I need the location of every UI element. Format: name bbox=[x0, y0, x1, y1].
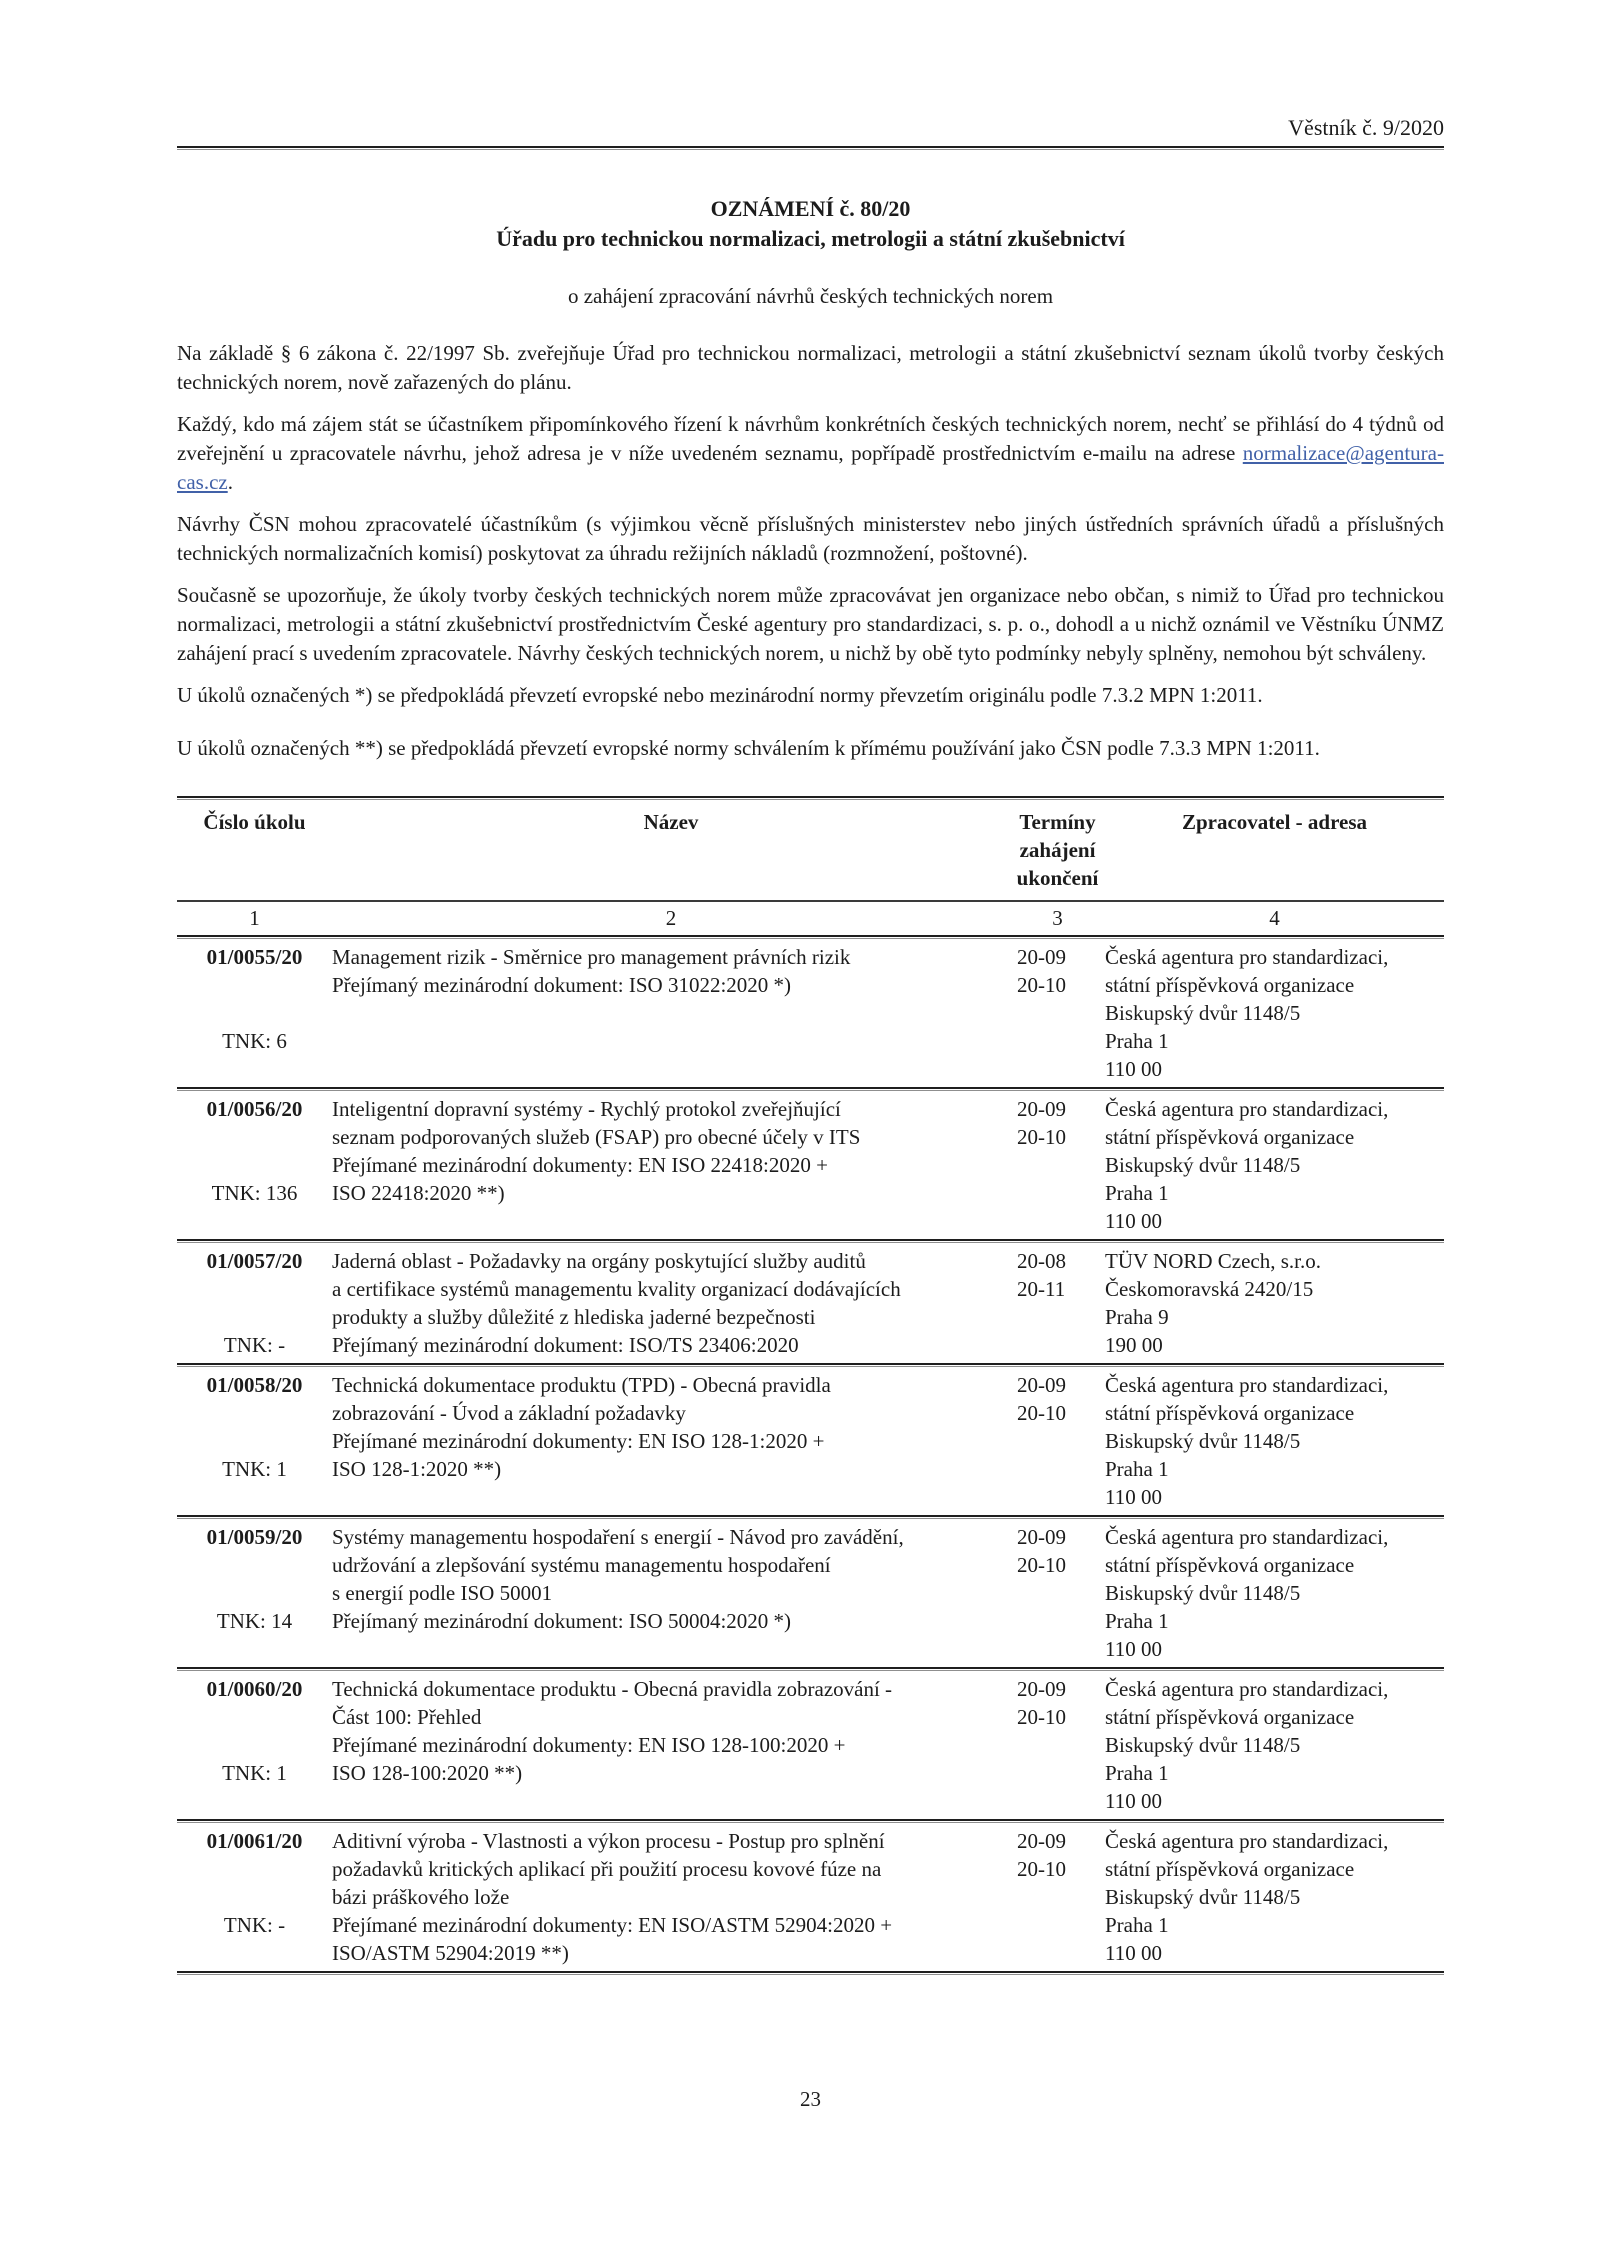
name-line: udržování a zlepšování systému managementu hospodaření bbox=[332, 1553, 831, 1577]
term-date: 20-10 bbox=[1017, 1125, 1066, 1149]
name-line: Přejímané mezinárodní dokumenty: EN ISO 128-100:2020 + bbox=[332, 1733, 846, 1757]
address-line: Praha 1 bbox=[1105, 1609, 1169, 1633]
journal-header bbox=[177, 0, 1444, 142]
address-cell bbox=[1105, 1371, 1444, 1511]
address-line: 110 00 bbox=[1105, 1789, 1162, 1813]
col-header-terminy-line1: Termíny bbox=[1019, 810, 1096, 834]
tnk-label: TNK: 136 bbox=[211, 1181, 298, 1205]
term-date: 20-09 bbox=[1017, 1373, 1066, 1397]
address-line: 110 00 bbox=[1105, 1637, 1162, 1661]
name-line: Část 100: Přehled bbox=[332, 1705, 482, 1729]
col-header-terminy-line3: ukončení bbox=[1016, 866, 1099, 890]
paragraph-double-asterisk-note: U úkolů označených **) se předpokládá převzetí evropské normy schválením k přímému používání jako ČSN podle 7.3.3 MPN 1:2011. bbox=[177, 736, 1320, 760]
task-number: 01/0060/20 bbox=[206, 1677, 303, 1701]
terms-cell bbox=[1010, 1247, 1105, 1359]
term-date: 20-10 bbox=[1017, 1553, 1066, 1577]
address-line: Česká agentura pro standardizaci, bbox=[1105, 1525, 1389, 1549]
address-line: Česká agentura pro standardizaci, bbox=[1105, 1829, 1389, 1853]
paragraph-participation-period: . bbox=[227, 470, 233, 494]
term-date: 20-10 bbox=[1017, 1857, 1066, 1881]
address-line: státní příspěvková organizace bbox=[1105, 973, 1355, 997]
address-line: Praha 1 bbox=[1105, 1457, 1169, 1481]
col-header-terminy-line2: zahájení bbox=[1019, 838, 1096, 862]
table-row bbox=[177, 1367, 1444, 1515]
address-line: Praha 9 bbox=[1105, 1305, 1169, 1329]
terms-cell bbox=[1010, 1675, 1105, 1815]
term-date: 20-09 bbox=[1017, 1677, 1066, 1701]
paragraph-single-asterisk-note: U úkolů označených *) se předpokládá převzetí evropské nebo mezinárodní normy převzetím originálu podle 7.3.2 MPN 1:2011. bbox=[177, 683, 1263, 707]
tnk-label: TNK: 14 bbox=[216, 1609, 293, 1633]
address-cell bbox=[1105, 1675, 1444, 1815]
table-row bbox=[177, 939, 1444, 1087]
name-line: ISO 128-100:2020 **) bbox=[332, 1761, 523, 1785]
address-line: 190 00 bbox=[1105, 1333, 1163, 1357]
task-number: 01/0057/20 bbox=[206, 1249, 303, 1273]
task-number: 01/0059/20 bbox=[206, 1525, 303, 1549]
task-number: 01/0061/20 bbox=[206, 1829, 303, 1853]
name-line: Inteligentní dopravní systémy - Rychlý protokol zveřejňující bbox=[332, 1097, 841, 1121]
name-line: zobrazování - Úvod a základní požadavky bbox=[332, 1401, 686, 1425]
task-number: 01/0056/20 bbox=[206, 1097, 303, 1121]
name-line: s energií podle ISO 50001 bbox=[332, 1581, 553, 1605]
column-number-2: 2 bbox=[665, 906, 677, 930]
name-line: seznam podporovaných služeb (FSAP) pro obecné účely v ITS bbox=[332, 1125, 861, 1149]
terms-cell bbox=[1010, 1371, 1105, 1511]
journal-header-text: Věstník č. 9/2020 bbox=[1288, 115, 1444, 140]
col-header-zpracovatel: Zpracovatel - adresa bbox=[1181, 810, 1368, 834]
name-cell bbox=[332, 1523, 1010, 1663]
term-date: 20-09 bbox=[1017, 945, 1066, 969]
name-cell bbox=[332, 1247, 1010, 1359]
name-line: Přejímané mezinárodní dokumenty: EN ISO 22418:2020 + bbox=[332, 1153, 828, 1177]
name-cell bbox=[332, 1675, 1010, 1815]
name-line: požadavků kritických aplikací při použití procesu kovové fúze na bbox=[332, 1857, 882, 1881]
term-date: 20-08 bbox=[1017, 1249, 1066, 1273]
address-line: Biskupský dvůr 1148/5 bbox=[1105, 1153, 1301, 1177]
announcement-subtitle: o zahájení zpracování návrhů českých technických norem bbox=[567, 284, 1054, 308]
address-cell bbox=[1105, 943, 1444, 1083]
address-line: státní příspěvková organizace bbox=[1105, 1857, 1355, 1881]
address-cell bbox=[1105, 1827, 1444, 1967]
terms-cell bbox=[1010, 943, 1105, 1083]
name-line: produkty a služby důležité z hlediska jaderné bezpečnosti bbox=[332, 1305, 816, 1329]
address-cell bbox=[1105, 1095, 1444, 1235]
address-line: Česká agentura pro standardizaci, bbox=[1105, 1373, 1389, 1397]
name-line: Přejímaný mezinárodní dokument: ISO/TS 23406:2020 bbox=[332, 1333, 799, 1357]
column-number-3: 3 bbox=[1052, 906, 1063, 930]
table-row bbox=[177, 1091, 1444, 1239]
task-cell bbox=[177, 1675, 332, 1815]
address-line: 110 00 bbox=[1105, 1209, 1162, 1233]
task-number: 01/0055/20 bbox=[206, 945, 303, 969]
paragraph-legal-basis: Na základě § 6 zákona č. 22/1997 Sb. zveřejňuje Úřad pro technickou normalizaci, metrologii a státní zkušebnictví seznam úkolů tvorby českých technických norem, nově zařazených do plánu. bbox=[177, 341, 1444, 394]
table-row bbox=[177, 1519, 1444, 1667]
announcement-title-line1: OZNÁMENÍ č. 80/20 bbox=[710, 196, 911, 221]
task-cell bbox=[177, 1095, 332, 1235]
paragraph-processing-conditions: Současně se upozorňuje, že úkoly tvorby českých technických norem může zpracovávat jen organizace nebo občan, s nimiž to Úřad pro technickou normalizaci, metrologii a státní zkušebnictví prostřednictvím České agentury pro standardizaci, s. p. o., dohodl a u nichž oznámil ve Věstníku ÚNMZ zahájení prací s uvedením zpracovatele. Návrhy českých technických norem, u nichž by obě tyto podmínky nebyly splněny, nemohou být schváleny. bbox=[177, 583, 1444, 665]
term-date: 20-10 bbox=[1017, 973, 1066, 997]
tnk-label: TNK: 6 bbox=[222, 1029, 287, 1053]
address-line: Českomoravská 2420/15 bbox=[1105, 1277, 1314, 1301]
paragraph-csn-drafts: Návrhy ČSN mohou zpracovatelé účastníkům (s výjimkou věcně příslušných ministerstev nebo jiných ústředních správních úřadů a příslušných technických normalizačních komisí) poskytovat za úhradu režijních nákladů (rozmnožení, poštovné). bbox=[177, 512, 1444, 565]
address-line: 110 00 bbox=[1105, 1485, 1162, 1509]
address-line: Biskupský dvůr 1148/5 bbox=[1105, 1581, 1301, 1605]
address-line: 110 00 bbox=[1105, 1057, 1162, 1081]
name-line: bázi práškového lože bbox=[332, 1885, 510, 1909]
address-line: Biskupský dvůr 1148/5 bbox=[1105, 1429, 1301, 1453]
address-cell bbox=[1105, 1523, 1444, 1663]
address-line: Praha 1 bbox=[1105, 1029, 1169, 1053]
address-line: 110 00 bbox=[1105, 1941, 1162, 1965]
name-cell bbox=[332, 1095, 1010, 1235]
table-row bbox=[177, 1823, 1444, 1971]
name-cell bbox=[332, 943, 1010, 1083]
name-line: Přejímané mezinárodní dokumenty: EN ISO/ASTM 52904:2020 + bbox=[332, 1913, 893, 1937]
name-line: Přejímaný mezinárodní dokument: ISO 50004:2020 *) bbox=[332, 1609, 792, 1633]
address-line: Česká agentura pro standardizaci, bbox=[1105, 1097, 1389, 1121]
address-line: státní příspěvková organizace bbox=[1105, 1401, 1355, 1425]
announcement-title-line2: Úřadu pro technickou normalizaci, metrologii a státní zkušebnictví bbox=[496, 226, 1125, 251]
column-number-4: 4 bbox=[1269, 906, 1280, 930]
name-line: Přejímané mezinárodní dokumenty: EN ISO 128-1:2020 + bbox=[332, 1429, 825, 1453]
column-number-row bbox=[177, 902, 1444, 935]
table-row bbox=[177, 1671, 1444, 1819]
name-line: Přejímaný mezinárodní dokument: ISO 31022:2020 *) bbox=[332, 973, 792, 997]
term-date: 20-09 bbox=[1017, 1525, 1066, 1549]
name-line: Technická dokumentace produktu - Obecná pravidla zobrazování - bbox=[332, 1677, 893, 1701]
page-number: 23 bbox=[800, 2087, 821, 2111]
tasks-table bbox=[177, 796, 1444, 1975]
table-row bbox=[177, 1243, 1444, 1363]
task-cell bbox=[177, 1523, 332, 1663]
address-line: Praha 1 bbox=[1105, 1761, 1169, 1785]
col-header-cislo-ukolu: Číslo úkolu bbox=[203, 810, 306, 834]
col-header-terminy bbox=[1010, 808, 1105, 892]
paragraph-participation-text: Každý, kdo má zájem stát se účastníkem připomínkového řízení k návrhům konkrétních českých technických norem, nechť se přihlásí do 4 týdnů od zveřejnění u zpracovatele návrhu, jehož adresa je v níže uvedeném seznamu, popřípadě prostřednictvím e-mailu na adrese bbox=[177, 412, 1444, 465]
address-line: Biskupský dvůr 1148/5 bbox=[1105, 1885, 1301, 1909]
tnk-label: TNK: 1 bbox=[222, 1761, 287, 1785]
address-cell bbox=[1105, 1247, 1444, 1359]
task-cell bbox=[177, 1827, 332, 1967]
term-date: 20-10 bbox=[1017, 1401, 1066, 1425]
address-line: Praha 1 bbox=[1105, 1181, 1169, 1205]
name-line: Systémy managementu hospodaření s energií - Návod pro zavádění, bbox=[332, 1525, 904, 1549]
table-header-row bbox=[177, 800, 1444, 900]
name-line: Technická dokumentace produktu (TPD) - Obecná pravidla bbox=[332, 1373, 831, 1397]
announcement-title bbox=[177, 194, 1444, 254]
name-line: Jaderná oblast - Požadavky na orgány poskytující služby auditů bbox=[332, 1249, 866, 1273]
tnk-label: TNK: 1 bbox=[222, 1457, 287, 1481]
column-number-1: 1 bbox=[249, 906, 260, 930]
name-line: ISO 22418:2020 **) bbox=[332, 1181, 505, 1205]
name-line: Management rizik - Směrnice pro management právních rizik bbox=[332, 945, 851, 969]
tnk-label: TNK: - bbox=[223, 1913, 286, 1937]
tnk-label: TNK: - bbox=[223, 1333, 286, 1357]
address-line: Praha 1 bbox=[1105, 1913, 1169, 1937]
header-rule bbox=[177, 146, 1444, 150]
terms-cell bbox=[1010, 1523, 1105, 1663]
terms-cell bbox=[1010, 1095, 1105, 1235]
col-header-nazev: Název bbox=[643, 810, 699, 834]
task-cell bbox=[177, 1247, 332, 1359]
task-number: 01/0058/20 bbox=[206, 1373, 303, 1397]
address-line: TÜV NORD Czech, s.r.o. bbox=[1105, 1249, 1322, 1273]
term-date: 20-09 bbox=[1017, 1829, 1066, 1853]
name-cell bbox=[332, 1371, 1010, 1511]
name-line: ISO/ASTM 52904:2019 **) bbox=[332, 1941, 569, 1965]
email-link[interactable]: normalizace@agentura-cas.cz bbox=[177, 441, 1444, 494]
name-line: Aditivní výroba - Vlastnosti a výkon procesu - Postup pro splnění bbox=[332, 1829, 885, 1853]
paragraph-participation bbox=[177, 410, 1444, 497]
table-body bbox=[177, 939, 1444, 1975]
terms-cell bbox=[1010, 1827, 1105, 1967]
name-cell bbox=[332, 1827, 1010, 1967]
term-date: 20-10 bbox=[1017, 1705, 1066, 1729]
address-line: Biskupský dvůr 1148/5 bbox=[1105, 1001, 1301, 1025]
name-line: a certifikace systémů managementu kvality organizací dodávajících bbox=[332, 1277, 901, 1301]
term-date: 20-11 bbox=[1017, 1277, 1066, 1301]
task-cell bbox=[177, 943, 332, 1083]
address-line: státní příspěvková organizace bbox=[1105, 1705, 1355, 1729]
address-line: Biskupský dvůr 1148/5 bbox=[1105, 1733, 1301, 1757]
row-separator-rule bbox=[177, 1971, 1444, 1975]
address-line: státní příspěvková organizace bbox=[1105, 1125, 1355, 1149]
address-line: Česká agentura pro standardizaci, bbox=[1105, 1677, 1389, 1701]
address-line: Česká agentura pro standardizaci, bbox=[1105, 945, 1389, 969]
term-date: 20-09 bbox=[1017, 1097, 1066, 1121]
name-line: ISO 128-1:2020 **) bbox=[332, 1457, 502, 1481]
address-line: státní příspěvková organizace bbox=[1105, 1553, 1355, 1577]
task-cell bbox=[177, 1371, 332, 1511]
